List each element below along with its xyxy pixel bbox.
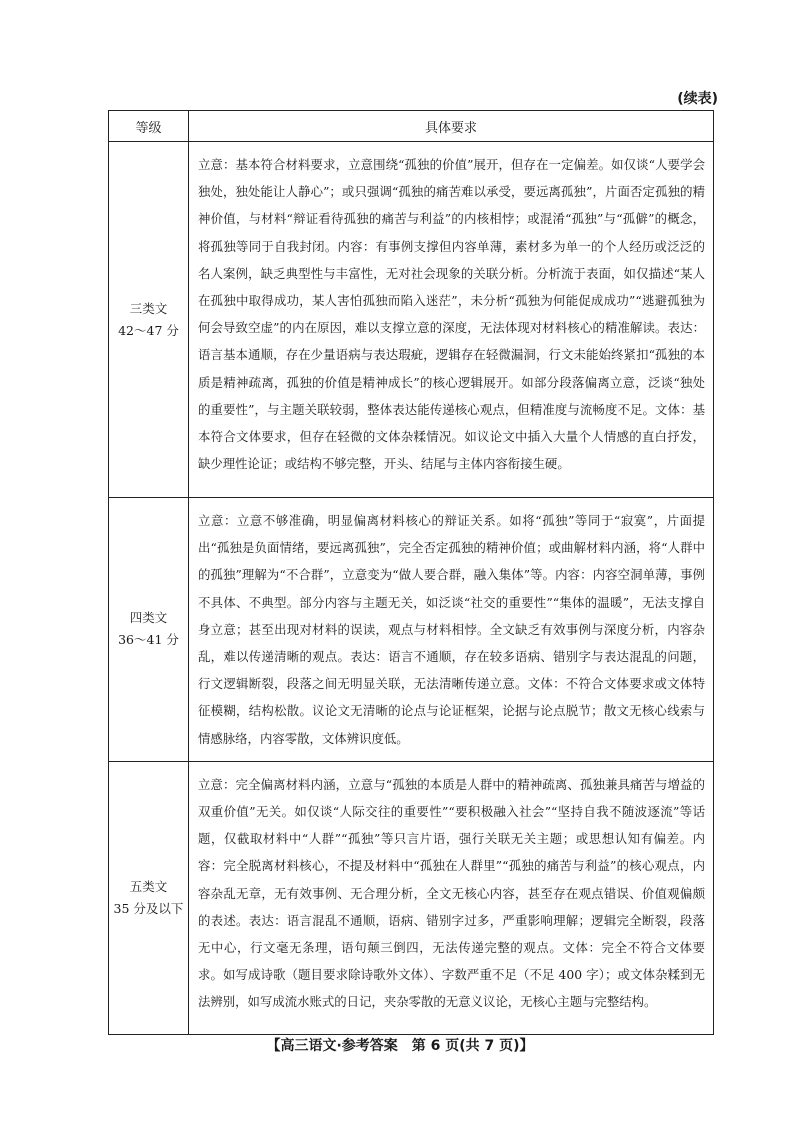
level-name: 五类文: [129, 878, 168, 894]
grading-table: [108, 110, 714, 1035]
continued-label: (续表): [677, 91, 718, 107]
requirement-cell: 立意：立意不够准确，明显偏离材料核心的辩证关系。如将“孤独”等同于“寂寞”，片面提出“孤独是负面情绪，要远离孤独”，完全否定孤独的精神价值；或曲解材料内涵，将“人群中的孤独”理解为“不合群”，立意变为“做人要合群，融入集体”等。内容：内容空洞单薄，事例不具体、不典型。部分内容与主题无关，如泛谈“社交的重要性”“集体的温暖”，无法支撑自身立意；甚至出现对材料的误读，观点与材料相悖。全文缺乏有效事例与深度分析，内容杂乱，难以传递清晰的观点。表达：语言不通顺，存在较多语病、错别字与表达混乱的问题，行文逻辑断裂，段落之间无明显关联，无法清晰传递立意。文体：不符合文体要求或文体特征模糊，结构松散。议论文无清晰的论点与论证框架，论据与论点脱节；散文无核心线索与情感脉络，内容零散，文体辨识度低。: [189, 498, 714, 762]
requirement-cell: 立意：完全偏离材料内涵，立意与“孤独的本质是人群中的精神疏离、孤独兼具痛苦与增益的双重价值”无关。如仅谈“人际交往的重要性”“要积极融入社会”“坚持自我不随波逐流”等话题，仅截取材料中“人群”“孤独”等只言片语，强行关联无关主题；或思想认知有偏差。内容：完全脱离材料核心，不提及材料中“孤独在人群里”“孤独的痛苦与利益”的核心观点，内容杂乱无章，无有效事例、无合理分析，全文无核心内容，甚至存在观点错误、价值观偏颇的表述。表达：语言混乱不通顺，语病、错别字过多，严重影响理解；逻辑完全断裂，段落无中心，行文毫无条理，语句颠三倒四，无法传递完整的观点。文体：完全不符合文体要求。如写成诗歌（题目要求除诗歌外文体）、字数严重不足（不足 400 字）；或文体杂糅到无法辨别，如写成流水账式的日记，夹杂零散的无意义议论，无核心主题与完整结构。: [189, 761, 714, 1034]
level-name: 四类文: [129, 610, 168, 626]
table-row: [109, 498, 714, 762]
header-level: 等级: [109, 111, 189, 142]
table-header-row: [109, 111, 714, 142]
page-footer: 【高三语文·参考答案 第 6 页(共 7 页)】: [266, 1038, 534, 1054]
level-score: 35 分及以下: [113, 900, 184, 916]
table-row: [109, 142, 714, 498]
table-row: [109, 761, 714, 1034]
level-score: 42～47 分: [118, 322, 179, 338]
level-cell: [109, 498, 189, 762]
level-cell: [109, 142, 189, 498]
header-requirement: 具体要求: [189, 111, 714, 142]
level-cell: [109, 761, 189, 1034]
level-name: 三类文: [129, 300, 168, 316]
level-score: 36～41 分: [118, 632, 179, 648]
requirement-cell: 立意：基本符合材料要求，立意围绕“孤独的价值”展开，但存在一定偏差。如仅谈“人要学会独处，独处能让人静心”；或只强调“孤独的痛苦难以承受，要远离孤独”，片面否定孤独的精神价值，与材料“辩证看待孤独的痛苦与利益”的内核相悖；或混淆“孤独”与“孤僻”的概念，将孤独等同于自我封闭。内容：有事例支撑但内容单薄，素材多为单一的个人经历或泛泛的名人案例，缺乏典型性与丰富性，无对社会现象的关联分析。分析流于表面，如仅描述“某人在孤独中取得成功，某人害怕孤独而陷入迷茫”，未分析“孤独为何能促成成功”“逃避孤独为何会导致空虚”的内在原因，难以支撑立意的深度，无法体现对材料核心的精准解读。表达：语言基本通顺，存在少量语病与表达瑕疵，逻辑存在轻微漏洞，行文未能始终紧扣“孤独的本质是精神疏离，孤独的价值是精神成长”的核心逻辑展开。如部分段落偏离立意，泛谈“独处的重要性”，与主题关联较弱，整体表达能传递核心观点，但精准度与流畅度不足。文体：基本符合文体要求，但存在轻微的文体杂糅情况。如议论文中插入大量个人情感的直白抒发，缺少理性论证；或结构不够完整，开头、结尾与主体内容衔接生硬。: [189, 142, 714, 498]
